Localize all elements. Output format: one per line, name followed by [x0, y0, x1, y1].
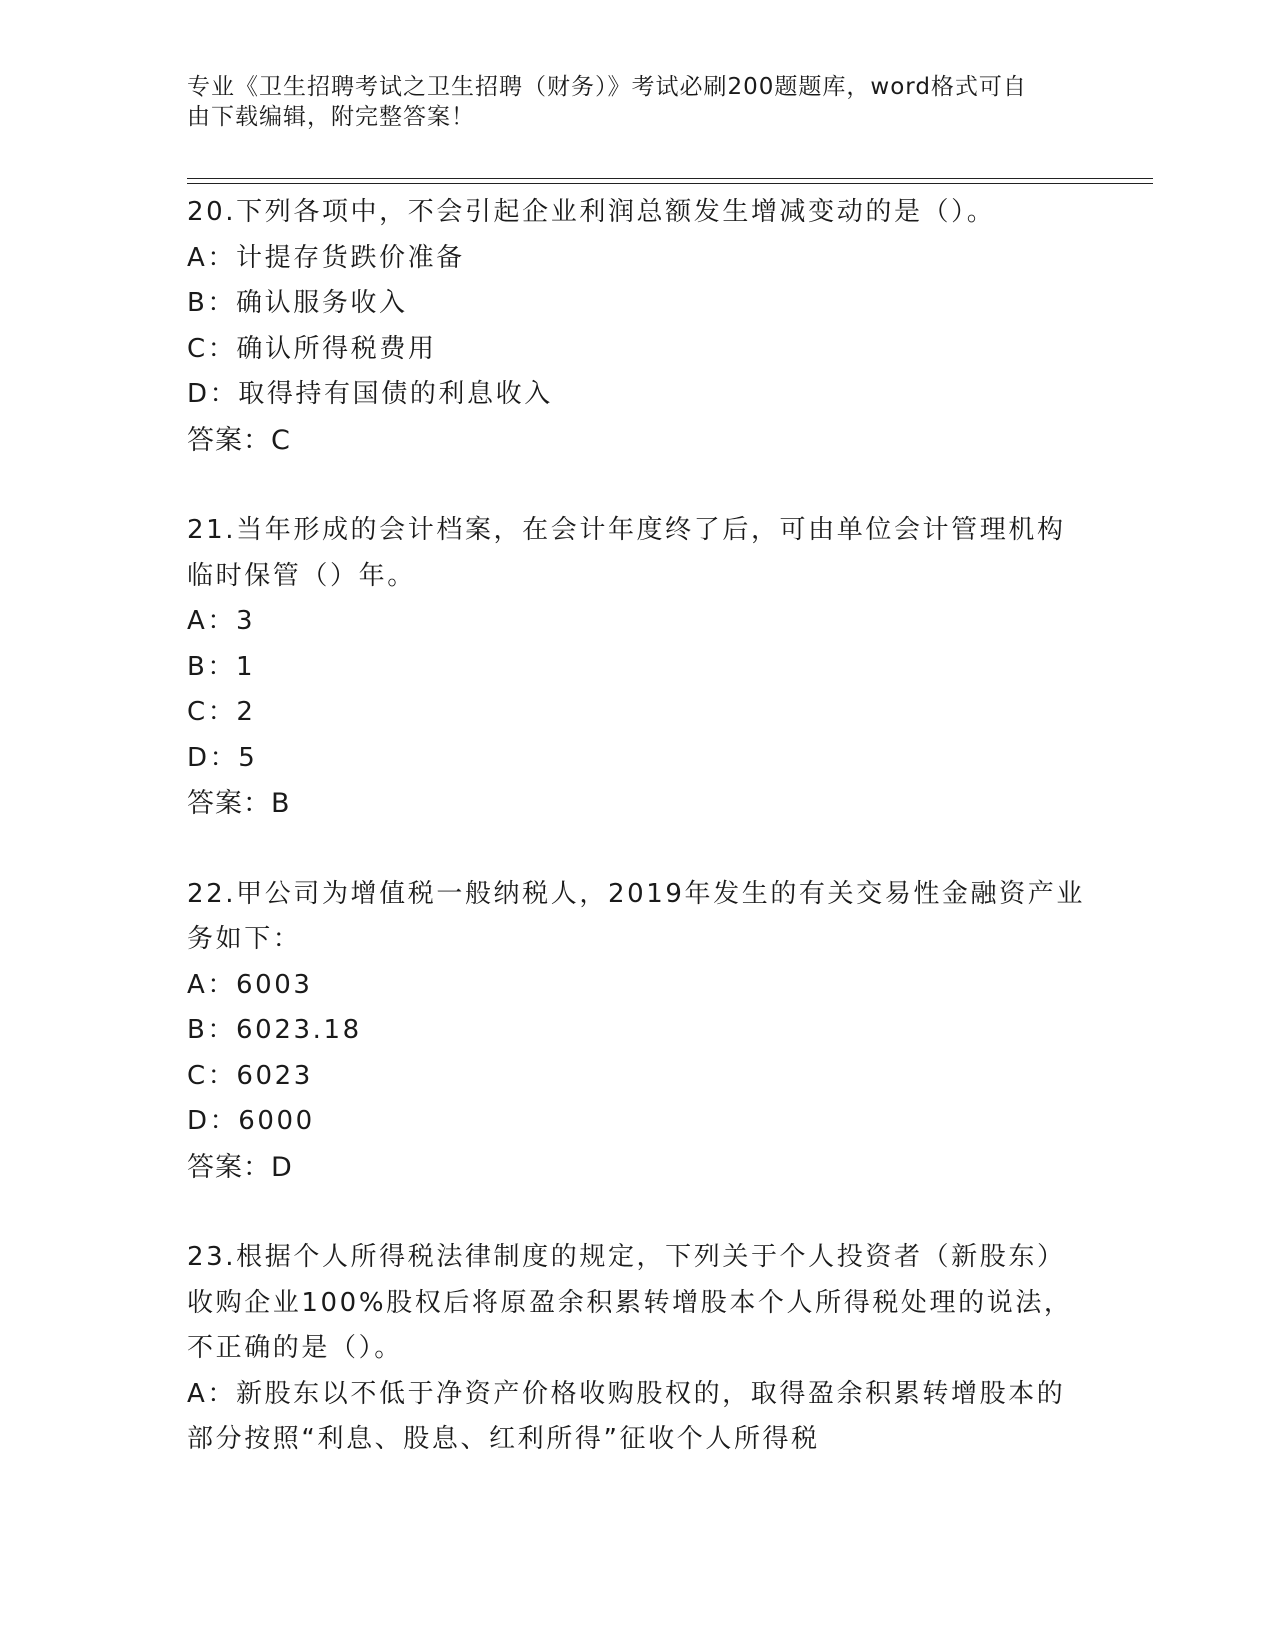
option-a: A：计提存货跌价准备: [187, 242, 465, 273]
answer-line: 答案：D: [187, 1151, 293, 1183]
question-stem-line: 务如下：: [187, 924, 302, 954]
option-d: D：6000: [187, 1106, 315, 1136]
option-c: C：6023: [187, 1060, 313, 1091]
option-c: C：确认所得税费用: [187, 333, 437, 364]
question-23: [187, 1235, 1087, 1463]
header-divider-top: [187, 178, 1153, 179]
document-header: [187, 72, 1067, 132]
question-stem-line: 23.根据个人所得税法律制度的规定，下列关于个人投资者（新股东）: [187, 1242, 1066, 1272]
option-d: D：5: [187, 742, 258, 773]
answer-line: 答案：B: [187, 788, 291, 819]
header-line-2: 由下载编辑，附完整答案！: [187, 104, 475, 130]
answer-line: 答案：C: [187, 424, 291, 456]
option-a: A：3: [187, 606, 256, 636]
question-stem-line: 20.下列各项中，不会引起企业利润总额发生增减变动的是（）。: [187, 197, 996, 227]
question-stem-line: 临时保管（）年。: [187, 560, 416, 591]
question-20: [187, 190, 1087, 463]
question-stem-line: 22.甲公司为增值税一般纳税人，2019年发生的有关交易性金融资产业: [187, 878, 1085, 909]
option-b: B：确认服务收入: [187, 288, 408, 318]
option-a: A：新股东以不低于净资产价格收购股权的，取得盈余积累转增股本的: [187, 1378, 1066, 1409]
option-d: D：取得持有国债的利息收入: [187, 379, 553, 409]
option-b: B：6023.18: [187, 1015, 362, 1045]
option-c: C：2: [187, 697, 256, 727]
option-a: A：6003: [187, 969, 313, 1000]
question-stem-line: 21.当年形成的会计档案，在会计年度终了后，可由单位会计管理机构: [187, 515, 1066, 545]
header-line-1: 专业《卫生招聘考试之卫生招聘（财务）》考试必刷200题题库，word格式可自: [187, 74, 1027, 100]
header-divider-bottom: [187, 183, 1153, 184]
question-stem-line: 不正确的是（）。: [187, 1333, 403, 1363]
question-22: [187, 872, 1087, 1191]
question-21: [187, 508, 1087, 827]
option-a-continued: 部分按照“利息、股息、红利所得”征收个人所得税: [187, 1424, 820, 1454]
option-b: B：1: [187, 651, 256, 682]
question-stem-line: 收购企业100%股权后将原盈余积累转增股本个人所得税处理的说法，: [187, 1287, 1073, 1318]
question-list: [187, 190, 1087, 1508]
